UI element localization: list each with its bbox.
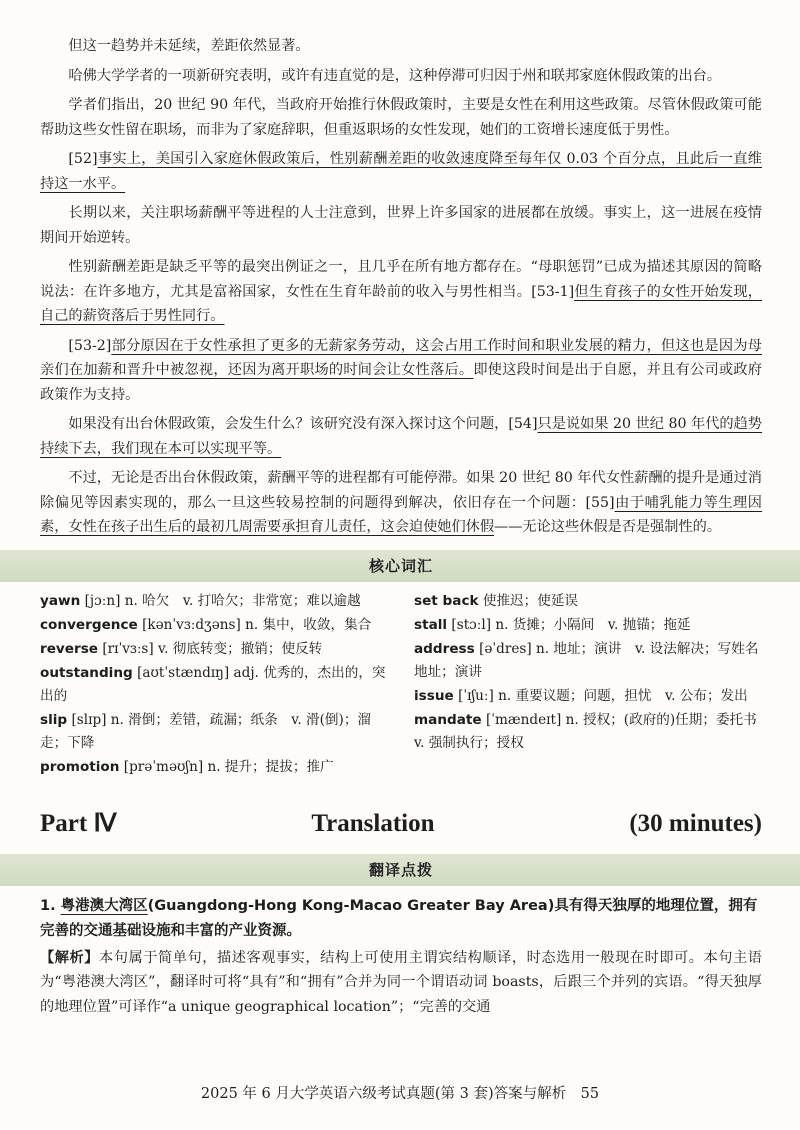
answer-marker-55: [55]: [585, 494, 615, 511]
example-number: 1.: [40, 897, 61, 914]
vocab-phonetic: [aʊtˈstændɪŋ]: [132, 664, 230, 681]
answer-marker-52: [52]: [68, 151, 98, 167]
paragraph-9: [40, 466, 762, 540]
vocab-phonetic: [prəˈməʊʃn]: [119, 758, 204, 775]
underlined-answer-54: 只是说如果 20 世纪 80 年代的趋势持续下去，我们现在本可以实现平等。: [40, 416, 762, 457]
paragraph-9-text: 不过，无论是否出台休假政策，薪酬平等的进程都有可能停滞。如果 20 世纪 80 年代女性薪酬的提升是通过消除偏见等因素实现的，那么一旦这些较易控制的问题得到解决，依旧存在一个问题：: [40, 470, 762, 511]
vocab-definition: v. 彻底转变；撤销；使反转: [153, 640, 323, 657]
vocab-entry: [40, 709, 388, 755]
vocab-word: promotion: [40, 758, 120, 775]
vocab-definition: n. 授权；(政府的)任期；委托书 v. 强制执行；授权: [414, 711, 771, 751]
part-label: Part Ⅳ: [40, 809, 117, 837]
paragraph-1: 但这一趋势并未延续，差距依然显著。: [68, 38, 310, 54]
underlined-answer-55: 由于哺乳能力等生理因素，女性在孩子出生后的最初几周需要承担育儿责任，这会迫使她们休假: [40, 494, 762, 535]
part-title: Translation: [311, 809, 435, 837]
vocab-word: issue: [414, 687, 454, 704]
underlined-answer-52: 事实上，美国引入家庭休假政策后，性别薪酬差距的收敛速度降至每年仅 0.03 个百分点，且此后一直维持这一水平。: [40, 151, 762, 192]
tips-section-header: 翻译点拨: [0, 854, 800, 886]
paragraph-6: [40, 255, 762, 329]
answer-marker-54: [54]: [508, 416, 538, 432]
vocab-entry: [414, 685, 762, 708]
vocab-section-header: 核心词汇: [0, 550, 800, 582]
vocab-word: address: [414, 640, 475, 657]
vocab-definition: n. 集中，收敛，集合: [240, 616, 372, 633]
vocab-word: stall: [414, 616, 448, 633]
vocab-phonetic: [slɪp]: [67, 711, 107, 728]
vocab-column-left: [40, 590, 388, 780]
part-time: (30 minutes): [629, 809, 762, 837]
paragraph-7-text: 即使这段时间是出于自愿，并且有公司或政府政策作为支持。: [40, 362, 762, 403]
vocab-definition: n. 货摊；小隔间 v. 抛锚；拖延: [491, 616, 691, 633]
vocab-entry: [40, 590, 388, 613]
vocab-entry: [414, 638, 762, 684]
vocab-definition: adj. 优秀的，杰出的，突出的: [40, 664, 386, 704]
vocab-list: [40, 590, 771, 780]
vocab-word: outstanding: [40, 664, 133, 681]
vocab-word: set back: [414, 592, 479, 609]
vocab-word: convergence: [40, 616, 138, 633]
vocab-definition: 使推迟；使延误: [478, 592, 579, 609]
vocab-entry: [40, 614, 388, 637]
part-heading: [40, 808, 762, 838]
paragraph-8-text: 如果没有出台休假政策，会发生什么？该研究没有深入探讨这个问题，: [68, 416, 509, 432]
paragraph-2: 哈佛大学学者的一项新研究表明，或许有违直觉的是，这种停滞可归因于州和联邦家庭休假政策的出台。: [68, 67, 722, 84]
paragraph-9-tail: ——无论这些休假是否是强制性的。: [494, 519, 722, 535]
answer-marker-53-2: [53-2]: [68, 337, 112, 354]
example-title-rest: (Guangdong-Hong Kong-Macao Greater Bay Area)具有得天独厚的地理位置，拥有完善的交通基础设施和丰富的产业资源。: [40, 897, 758, 939]
vocab-definition: n. 地址；演讲 v. 设法解决；写姓名地址；演讲: [414, 640, 759, 680]
example-title: [40, 894, 762, 944]
vocab-definition: n. 滑倒；差错，疏漏；纸条 v. 滑(倒)；溜走；下降: [40, 711, 372, 751]
underlined-answer-53-1: 但生育孩子的女性开始发现，自己的薪资落后于男性同行。: [40, 283, 762, 324]
vocab-entry: [40, 756, 388, 779]
vocab-word: reverse: [40, 640, 99, 657]
page-footer: 2025 年 6 月大学英语六级考试真题(第 3 套)答案与解析 55: [200, 1086, 600, 1102]
vocab-phonetic: [jɔːn]: [80, 592, 121, 609]
vocab-phonetic: [kənˈvɜːdʒəns]: [137, 616, 241, 633]
example-analysis: [40, 946, 762, 1020]
vocab-phonetic: [ˈɪʃuː]: [453, 687, 494, 704]
vocab-entry: [414, 709, 771, 755]
vocab-definition: n. 重要议题；问题，担忧 v. 公布；发出: [493, 687, 748, 704]
vocab-word: yawn: [40, 592, 81, 609]
paragraph-6-text: 性别薪酬差距是缺乏平等的最突出例证之一，且几乎在所有地方都存在。“母职惩罚”已成为描述其原因的简略说法：在许多地方，尤其是富裕国家，女性在生育年龄前的收入与男性相当。: [40, 259, 762, 300]
vocab-phonetic: [ˈmændeɪt]: [481, 711, 562, 728]
vocab-entry: [414, 614, 762, 637]
vocab-column-right: [414, 590, 771, 780]
vocab-phonetic: [rɪˈvɜːs]: [98, 640, 154, 657]
vocab-entry: [414, 590, 762, 613]
vocab-entry: [40, 662, 388, 708]
paragraph-8: [40, 412, 762, 461]
page-content: [40, 34, 771, 1019]
vocab-phonetic: [əˈdres]: [474, 640, 532, 657]
vocab-phonetic: [stɔːl]: [447, 616, 492, 633]
vocab-word: slip: [40, 711, 68, 728]
paragraph-7: [40, 334, 762, 408]
paragraph-3: 学者们指出，20 世纪 90 年代，当政府开始推行休假政策时，主要是女性在利用这些政策。尽管休假政策可能帮助这些女性留在职场，而非为了家庭辞职，但重返职场的女性发现，她们的工资增长速度低于男性。: [40, 97, 762, 138]
analysis-text: 本句属于简单句，描述客观事实，结构上可使用主谓宾结构顺译，时态选用一般现在时即可。本句主语为“粤港澳大湾区”，翻译时可将“具有”和“拥有”合并为同一个谓语动词 boasts，后跟三个并列的宾语。“得天独厚的地理位置”可译作“a unique geographical location”；“完善的交通: [40, 949, 762, 1015]
vocab-word: mandate: [414, 711, 482, 728]
analysis-label: 【解析】: [40, 949, 99, 966]
answer-marker-53-1: [53-1]: [531, 283, 575, 300]
vocab-definition: n. 哈欠 v. 打哈欠；非常宽；难以逾越: [120, 592, 361, 609]
example-title-underlined: 粤港澳大湾区: [60, 897, 148, 914]
vocab-definition: n. 提升；提拔；推广: [203, 758, 334, 775]
paragraph-5: 长期以来，关注职场薪酬平等进程的人士注意到，世界上许多国家的进展都在放缓。事实上，这一进展在疫情期间开始逆转。: [40, 205, 762, 246]
paragraph-4: [40, 147, 762, 196]
vocab-entry: [40, 638, 388, 661]
underlined-answer-53-2: 部分原因在于女性承担了更多的无薪家务劳动，这会占用工作时间和职业发展的精力，但这也是因为母亲们在加薪和晋升中被忽视，还因为离开职场的时间会让女性落后。: [40, 337, 762, 378]
